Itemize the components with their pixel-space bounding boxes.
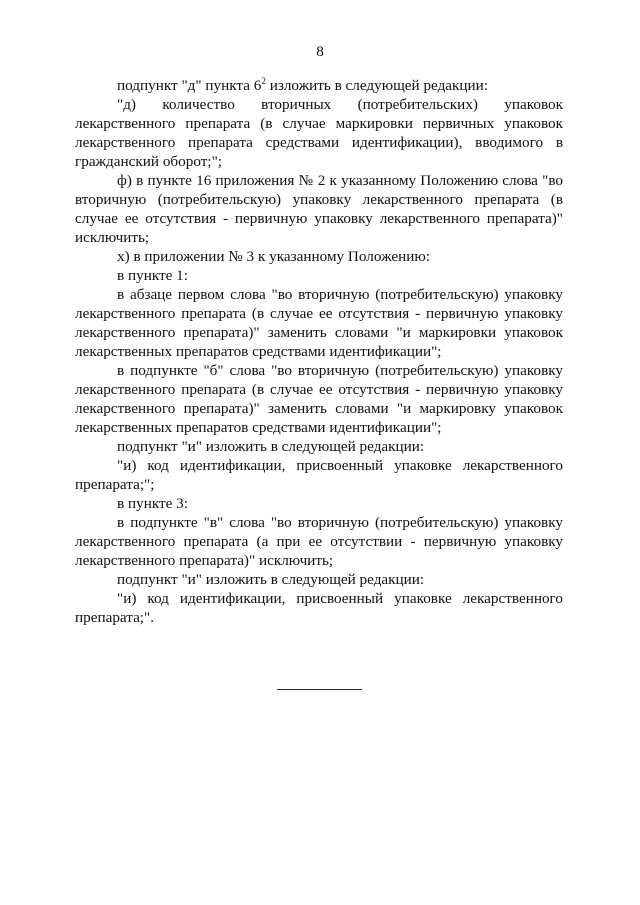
- paragraph-text: изложить в следующей редакции:: [265, 77, 489, 94]
- paragraph: [75, 76, 563, 95]
- paragraph: ф) в пункте 16 приложения № 2 к указанному Положению слова "во вторичную (потребительскую) упаковку лекарственного препарата (в случае ее отсутствия - первичную упаковку лекарственного препарата)" исключить;: [75, 172, 563, 246]
- end-of-document-rule: [277, 689, 362, 690]
- paragraph: в подпункте "в" слова "во вторичную (потребительскую) упаковку лекарственного препарата (а при ее отсутствии - первичную упаковку лекарственного препарата)" исключить;: [75, 514, 563, 569]
- paragraph: в подпункте "б" слова "во вторичную (потребительскую) упаковку лекарственного препарата (в случае ее отсутствия - первичную упаковку лекарственного препарата)" заменить словами "и маркировку упаковок лекарственных препаратов средствами идентификации";: [75, 362, 563, 436]
- page-number: 8: [316, 43, 324, 60]
- paragraph-text: подпункт "д" пункта 6: [117, 77, 262, 94]
- paragraph: в пункте 1:: [117, 267, 188, 284]
- paragraph: подпункт "и" изложить в следующей редакции:: [117, 571, 425, 588]
- paragraph: в абзаце первом слова "во вторичную (потребительскую) упаковку лекарственного препарата (в случае ее отсутствия - первичную упаковку лекарственного препарата)" заменить словами "и маркировки упаковок лекарственных препаратов средствами идентификации";: [75, 286, 563, 360]
- document-body: [75, 76, 563, 627]
- paragraph: подпункт "и" изложить в следующей редакции:: [117, 438, 425, 455]
- paragraph: х) в приложении № 3 к указанному Положению:: [117, 248, 430, 265]
- paragraph: "и) код идентификации, присвоенный упаковке лекарственного препарата;";: [75, 457, 563, 493]
- paragraph: в пункте 3:: [117, 495, 188, 512]
- superscript: 2: [261, 75, 266, 86]
- paragraph: "д) количество вторичных (потребительских) упаковок лекарственного препарата (в случае маркировки первичных упаковок лекарственного препарата средствами идентификации), вводимого в гражданский оборот;";: [75, 96, 563, 170]
- paragraph: "и) код идентификации, присвоенный упаковке лекарственного препарата;".: [75, 590, 563, 626]
